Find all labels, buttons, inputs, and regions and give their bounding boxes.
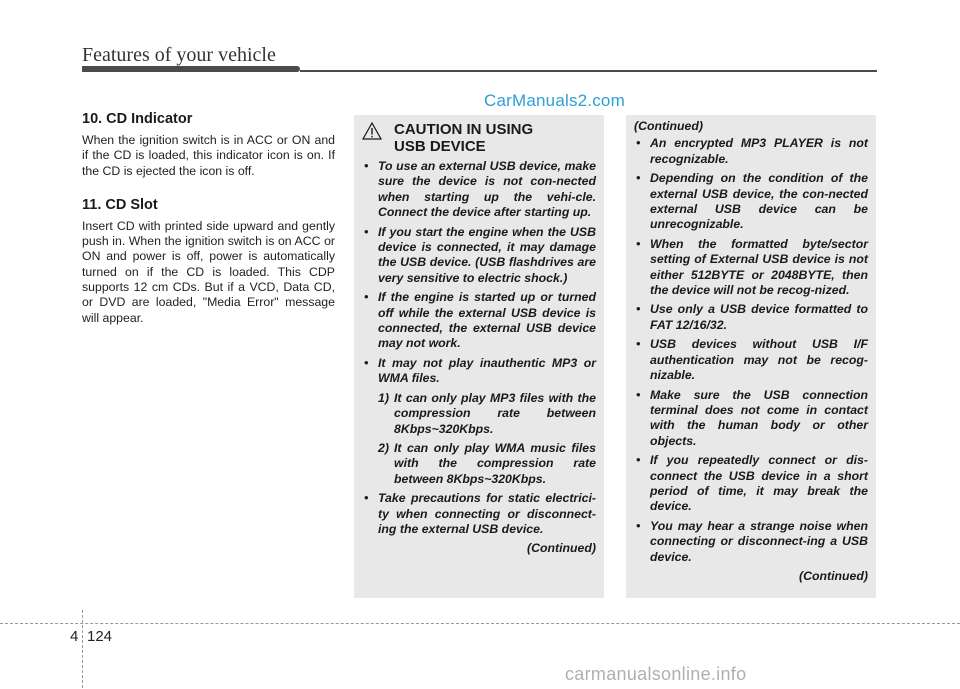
left-column: [82, 111, 335, 344]
page-number: 124: [87, 628, 113, 645]
caution-sub-item: [378, 391, 596, 437]
continued-item: • If you repeatedly connect or dis-connect the USB device in a short period of time, it may break the device.: [634, 453, 868, 515]
page-header-title: Features of your vehicle: [82, 44, 276, 66]
section-heading-cd-slot: 11. CD Slot: [82, 196, 158, 213]
caution-panel: [354, 115, 604, 598]
caution-title-line-1: CAUTION IN USING: [394, 121, 534, 138]
continued-panel: [626, 115, 876, 598]
continued-item: • Use only a USB device formatted to FAT 12/16/32.: [634, 302, 868, 333]
watermark-top: CarManuals2.com: [484, 91, 625, 110]
caution-sub-item: [378, 441, 596, 487]
caution-item: • If you start the engine when the USB device is connected, it may damage the USB device. (USB flashdrives are very sensitive to electric shock.): [362, 225, 596, 287]
caution-title: [394, 121, 533, 155]
caution-title-line-2: USB DEVICE: [394, 138, 486, 155]
continued-item: • Make sure the USB connection terminal does not come in contact with the human body or other objects.: [634, 388, 868, 450]
caution-item: • To use an external USB device, make sure the device is not con-nected when starting up the vehi-cle. Connect the device after starting up.: [362, 159, 596, 221]
section-heading-cd-indicator: 10. CD Indicator: [82, 111, 193, 127]
header-rule-thick: [82, 66, 300, 72]
caution-list: [362, 159, 596, 537]
caution-item: [362, 356, 596, 487]
caution-item: • Take precautions for static electrici-ty when connecting or disconnect-ing the external USB device.: [362, 491, 596, 537]
caution-header: [362, 121, 596, 155]
footer-rule: [0, 623, 960, 624]
continued-top-label: (Continued): [634, 119, 703, 133]
continued-item: • USB devices without USB I/F authentication may not be recog-nizable.: [634, 337, 868, 383]
warning-triangle-icon: [362, 122, 382, 140]
continued-item: • When the formatted byte/sector setting of External USB device is not either 512BYTE or 2048BYTE, then the device will not be recog-nized.: [634, 237, 868, 299]
continued-list: [634, 136, 868, 565]
caution-item-text: It may not play inauthentic MP3 or WMA files.: [378, 355, 596, 386]
header-rule-thin: [300, 70, 877, 72]
footer-vertical-rule: [82, 610, 83, 688]
caution-item: • If the engine is started up or turned off while the external USB device is connected, the external USB device may not work.: [362, 290, 596, 352]
continued-label: (Continued): [527, 541, 596, 556]
continued-bottom-label: (Continued): [799, 568, 868, 583]
continued-item: • You may hear a strange noise when connecting or disconnect-ing a USB device.: [634, 519, 868, 565]
sub-item-number: 2): [378, 440, 389, 455]
continued-item: • An encrypted MP3 PLAYER is not recognizable.: [634, 136, 868, 167]
caution-sub-list: [378, 391, 596, 487]
chapter-number: 4: [70, 628, 79, 645]
section-body-cd-indicator: When the ignition switch is in ACC or ON and if the CD is loaded, this indicator icon is on. If the CD is ejected the icon is off.: [82, 133, 335, 178]
section-body-cd-slot: Insert CD with printed side upward and gently push in. When the ignition switch is on ACC or ON and power is off, power is automatically turned on if the CD is loaded. This CDP supports 12 cm CDs. But if a VCD, Data CD, or DVD are loaded, "Media Error" message will appear.: [82, 218, 335, 325]
sub-item-number: 1): [378, 390, 389, 405]
continued-item: • Depending on the condition of the external USB device, the con-nected external USB device can be unrecognizable.: [634, 171, 868, 233]
sub-item-text: It can only play MP3 files with the compression rate between 8Kbps~320Kbps.: [394, 390, 596, 436]
watermark-bottom: carmanualsonline.info: [565, 664, 747, 684]
sub-item-text: It can only play WMA music files with the compression rate between 8Kbps~320Kbps.: [394, 440, 596, 486]
